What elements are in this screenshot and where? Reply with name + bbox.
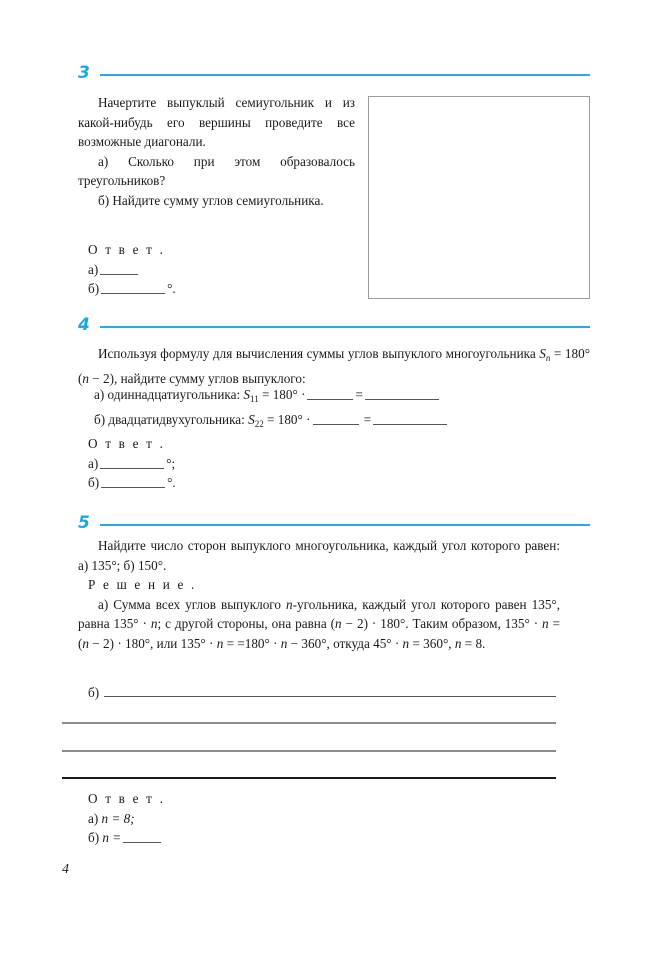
exercise-4-item-a-sub: 11 bbox=[250, 394, 259, 404]
exercise-5-answer-b-blank[interactable] bbox=[123, 831, 161, 843]
exercise-4-item-b-eq: = 180° · bbox=[267, 411, 311, 427]
exercise-4-intro-paragraph bbox=[78, 344, 590, 388]
exercise-5-write-line-0[interactable] bbox=[104, 696, 556, 697]
exercise-4-answer-b-suffix: °. bbox=[167, 475, 176, 491]
exercise-5-answer-label: О т в е т . bbox=[88, 791, 166, 806]
exercise-4-item-a-eq: = 180° · bbox=[261, 387, 306, 402]
exercise-3-line-3: б) Найдите сумму углов семиугольника. bbox=[98, 192, 324, 208]
exercise-5-answer-b-value: n = bbox=[102, 830, 122, 846]
exercise-number-5: 5 bbox=[78, 513, 90, 533]
exercise-3-header bbox=[78, 63, 590, 87]
exercise-5-task bbox=[78, 536, 560, 575]
exercise-number-3: 3 bbox=[78, 63, 90, 83]
exercise-number-4: 4 bbox=[78, 315, 90, 335]
exercise-5-answer-b bbox=[78, 828, 560, 848]
exercise-5-solution-b-marker: б) bbox=[88, 685, 100, 700]
exercise-5-solution-a: а) Сумма всех углов выпуклого n-угольника, каждый угол которого равен 135°, равна 135° · n; с другой стороны, она равна (n − 2) · 180°. Таким образом, 135° · n = (n − 2) · 180°, или 135° · n = =180° · n − 360°, откуда 45° · n = 360°, n = 8. bbox=[78, 596, 561, 651]
page-number: 4 bbox=[62, 862, 69, 877]
exercise-5-solution-b bbox=[78, 683, 560, 703]
exercise-5-answer-b-marker: б) bbox=[88, 830, 100, 846]
exercise-4-items bbox=[78, 385, 590, 493]
exercise-4-answer-b-marker: б) bbox=[88, 475, 100, 491]
exercise-4-intro-suffix: , найдите сумму углов выпуклого: bbox=[114, 370, 306, 386]
exercise-3-line-2: а) Сколько при этом образовалось треугольников? bbox=[78, 153, 355, 189]
exercise-5-answer-a-value: n = 8; bbox=[101, 810, 135, 826]
exercise-3-answer-a-blank[interactable] bbox=[100, 263, 138, 275]
exercise-4-item-b bbox=[78, 410, 590, 435]
exercise-5-solution-label: Р е ш е н и е . bbox=[88, 577, 197, 592]
exercise-4-item-a-S: S bbox=[243, 387, 251, 402]
exercise-4-item-a-blank-1[interactable] bbox=[307, 388, 353, 400]
exercise-4-rule bbox=[100, 326, 590, 328]
exercise-4-item-b-blank-2[interactable] bbox=[373, 413, 447, 425]
exercise-4-formula-S: S bbox=[539, 346, 546, 361]
exercise-3-answer-b-marker: б) bbox=[88, 281, 100, 297]
exercise-4-answer-b bbox=[78, 473, 590, 493]
exercise-4-answer-a bbox=[78, 454, 590, 474]
exercise-4-item-b-blank-1[interactable] bbox=[313, 413, 359, 425]
exercise-3-answer-b-blank[interactable] bbox=[101, 282, 165, 294]
exercise-5-write-line-3[interactable] bbox=[62, 777, 556, 779]
exercise-4-item-a-name: одиннадцатиугольника: bbox=[107, 387, 241, 402]
exercise-4-answer-a-blank[interactable] bbox=[100, 457, 164, 469]
exercise-4-item-b-sub: 22 bbox=[254, 418, 264, 429]
exercise-4-answer-a-suffix: °; bbox=[166, 455, 176, 471]
exercise-3-rule bbox=[100, 74, 590, 76]
exercise-5-answer-block bbox=[78, 789, 560, 848]
exercise-3-drawing-box[interactable] bbox=[368, 96, 590, 299]
exercise-5-task-text: Найдите число сторон выпуклого многоугольника, каждый угол которого равен: а) 135°; б) 150°. bbox=[78, 538, 560, 573]
exercise-4-item-b-eq2: = bbox=[363, 411, 372, 427]
exercise-4-item-a-eq2: = bbox=[355, 387, 363, 402]
exercise-4-item-a-blank-2[interactable] bbox=[365, 388, 439, 400]
exercise-5-write-line-1[interactable] bbox=[62, 722, 556, 724]
exercise-3-line-1: Начертите выпуклый семиугольник и из какой-нибудь его вершины проведите все возможные диагонали. bbox=[78, 95, 355, 150]
exercise-3-answer-b-suffix: °. bbox=[167, 281, 176, 297]
exercise-3-answer-block bbox=[78, 240, 355, 299]
exercise-3-answer-a-marker: а) bbox=[88, 261, 99, 277]
exercise-4-intro bbox=[78, 344, 590, 388]
exercise-3-text bbox=[78, 93, 355, 211]
exercise-4-item-b-S: S bbox=[248, 411, 255, 427]
exercise-4-answer-label: О т в е т . bbox=[88, 436, 166, 452]
exercise-4-header bbox=[78, 315, 590, 339]
exercise-4-item-b-name: двадцатидвухугольника: bbox=[108, 411, 245, 427]
exercise-4-formula-sub: n bbox=[545, 353, 551, 363]
exercise-4-item-a bbox=[78, 385, 590, 410]
exercise-5-answer-a bbox=[78, 809, 560, 829]
exercise-4-intro-prefix: Используя формулу для вычисления суммы углов выпуклого многоугольника bbox=[98, 346, 540, 361]
exercise-5-solution bbox=[78, 575, 560, 653]
exercise-5-answer-a-marker: а) bbox=[88, 810, 99, 826]
exercise-5-rule bbox=[100, 524, 590, 526]
exercise-4-item-b-marker: б) bbox=[94, 411, 106, 427]
exercise-3-answer-label: О т в е т . bbox=[88, 242, 166, 257]
exercise-5-header bbox=[78, 513, 590, 537]
exercise-5-write-line-2[interactable] bbox=[62, 750, 556, 752]
exercise-3-answer-b bbox=[78, 279, 355, 299]
exercise-4-formula-rest: = 180°(n − 2) bbox=[78, 346, 590, 386]
exercise-4-answer-b-blank[interactable] bbox=[101, 476, 165, 488]
exercise-4-answer-a-marker: а) bbox=[88, 455, 99, 471]
exercise-3-answer-a bbox=[78, 260, 355, 280]
exercise-4-item-a-marker: а) bbox=[94, 387, 105, 402]
